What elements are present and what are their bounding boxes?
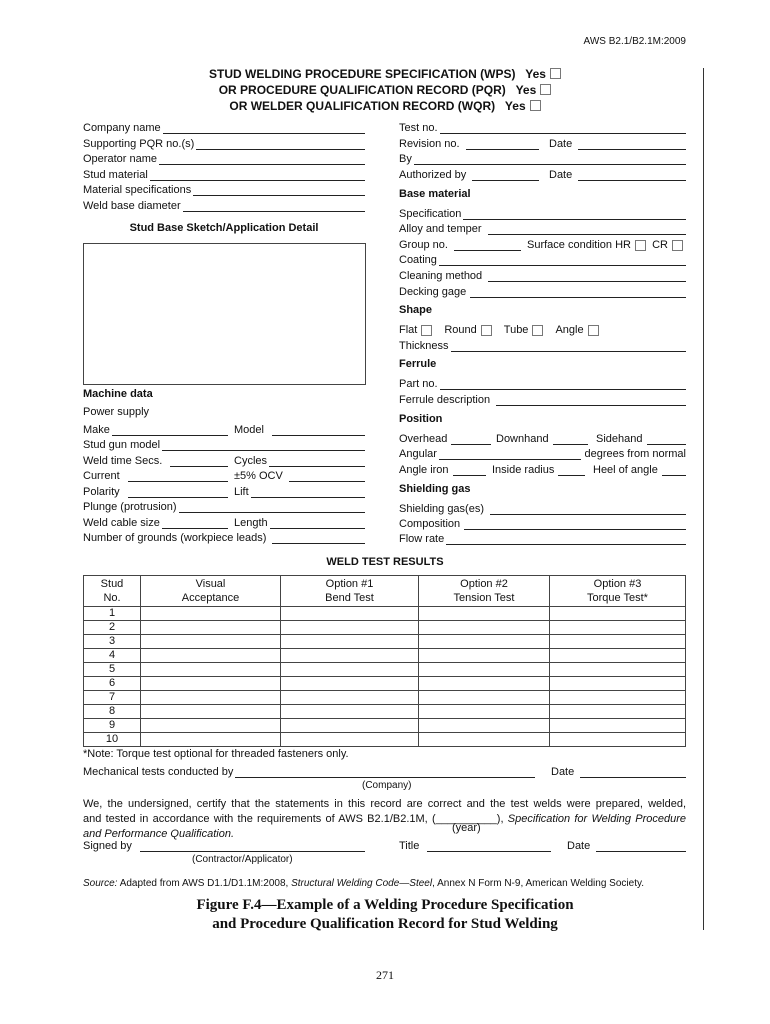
- pqr-field[interactable]: Supporting PQR no.(s): [83, 136, 365, 150]
- composition-field[interactable]: Composition: [399, 516, 686, 530]
- result-cell[interactable]: [141, 621, 281, 635]
- specification-field[interactable]: Specification: [399, 206, 686, 220]
- table-row: [84, 607, 686, 621]
- result-cell[interactable]: [281, 705, 419, 719]
- grounds-field[interactable]: Number of grounds (workpiece leads): [83, 530, 365, 544]
- overhead-field[interactable]: Overhead: [399, 433, 491, 445]
- stud-number-cell: 5: [84, 663, 141, 677]
- title-field[interactable]: Title: [399, 840, 551, 852]
- result-cell[interactable]: [550, 733, 686, 747]
- weld-test-results-table: [83, 575, 686, 747]
- result-cell[interactable]: [281, 635, 419, 649]
- ferrule-heading: Ferrule: [399, 358, 437, 370]
- result-cell[interactable]: [550, 691, 686, 705]
- stud-number-cell: 3: [84, 635, 141, 649]
- result-cell[interactable]: [419, 733, 550, 747]
- result-cell[interactable]: [141, 691, 281, 705]
- power-supply-label: Power supply: [83, 406, 150, 418]
- result-cell[interactable]: [141, 649, 281, 663]
- shielding-heading: Shielding gas: [399, 483, 471, 495]
- result-cell[interactable]: [281, 663, 419, 677]
- mech-row: [83, 764, 686, 778]
- heel-field[interactable]: Heel of angle: [593, 464, 686, 476]
- make-model-row: [83, 422, 365, 436]
- plunge-field[interactable]: Plunge (protrusion): [83, 499, 365, 513]
- result-cell[interactable]: [550, 719, 686, 733]
- shape-options: Flat Round Tube Angle: [399, 322, 686, 336]
- result-cell[interactable]: [419, 719, 550, 733]
- flat-checkbox[interactable]: [421, 325, 432, 336]
- title-wps: STUD WELDING PROCEDURE SPECIFICATION (WPS) Yes: [0, 67, 770, 81]
- signed-field[interactable]: Signed by: [83, 840, 365, 852]
- result-cell[interactable]: [550, 663, 686, 677]
- flow-rate-field[interactable]: Flow rate: [399, 531, 686, 545]
- angle-iron-field[interactable]: Angle iron: [399, 464, 486, 476]
- table-row: [84, 621, 686, 635]
- base-material-heading: Base material: [399, 188, 471, 200]
- result-cell[interactable]: [281, 733, 419, 747]
- table-row: [84, 705, 686, 719]
- coating-field[interactable]: Coating: [399, 252, 686, 266]
- ferrule-desc-field[interactable]: Ferrule description: [399, 392, 686, 406]
- result-cell[interactable]: [281, 677, 419, 691]
- col-torque: Option #3 Torque Test*: [550, 576, 686, 607]
- hr-checkbox[interactable]: [635, 240, 646, 251]
- table-row: [84, 691, 686, 705]
- alloy-field[interactable]: Alloy and temper: [399, 221, 686, 235]
- certification-text: We, the undersigned, certify that the statements in this record are correct and the test welds were prepared, welded, and tested in accordance with the requirements of AWS B2.1/B2.1M, (__________), Specification for Welding Procedure and Performance Qualification.: [83, 798, 686, 840]
- hr-label: HR: [615, 239, 631, 251]
- stud-number-cell: 8: [84, 705, 141, 719]
- authorized-field[interactable]: Authorized by: [399, 169, 539, 181]
- position-heading: Position: [399, 413, 443, 425]
- stud-number-cell: 6: [84, 677, 141, 691]
- col-bend: Option #1 Bend Test: [281, 576, 419, 607]
- torque-note: *Note: Torque test optional for threaded fasteners only.: [83, 748, 349, 760]
- margin-rule: [703, 68, 704, 930]
- make-field[interactable]: Make: [83, 424, 228, 436]
- mech-date-field[interactable]: Date: [551, 766, 686, 778]
- cable-length-row: [83, 515, 365, 529]
- revision-date-field[interactable]: Date: [549, 138, 686, 150]
- result-cell[interactable]: [281, 719, 419, 733]
- company-field[interactable]: Company name: [83, 120, 365, 134]
- cr-checkbox[interactable]: [672, 240, 683, 251]
- revision-field[interactable]: Revision no.: [399, 138, 539, 150]
- result-cell[interactable]: [550, 649, 686, 663]
- stud-number-cell: 2: [84, 621, 141, 635]
- col-stud-no: Stud No.: [84, 576, 141, 607]
- decking-field[interactable]: Decking gage: [399, 284, 686, 298]
- angle-checkbox[interactable]: [588, 325, 599, 336]
- result-cell[interactable]: [419, 677, 550, 691]
- shape-heading: Shape: [399, 304, 433, 316]
- revision-row: [399, 136, 686, 150]
- material-spec-field[interactable]: Material specifications: [83, 182, 365, 196]
- result-cell[interactable]: [281, 691, 419, 705]
- signed-date-field[interactable]: Date: [567, 840, 686, 852]
- sketch-title: Stud Base Sketch/Application Detail: [129, 222, 319, 234]
- angular-field[interactable]: Angular degrees from normal: [399, 448, 686, 460]
- figure-caption-line2: and Procedure Qualification Record for Stud Welding: [212, 916, 558, 932]
- weld-time-field[interactable]: Weld time Secs.: [83, 455, 228, 467]
- inside-radius-field[interactable]: Inside radius: [492, 464, 585, 476]
- result-cell[interactable]: [419, 663, 550, 677]
- sketch-box[interactable]: [83, 243, 366, 385]
- mech-tests-field[interactable]: Mechanical tests conducted by: [83, 766, 535, 778]
- page-number: 271: [376, 968, 394, 982]
- source-note: Source: Adapted from AWS D1.1/D1.1M:2008, Structural Welding Code—Steel, Annex N Form N-9, American Welding Society.: [83, 878, 645, 889]
- machine-heading: Machine data: [83, 388, 153, 400]
- cr-label: CR: [652, 239, 668, 251]
- length-field[interactable]: Length: [234, 517, 365, 529]
- standard-header: AWS B2.1/B2.1M:2009: [583, 36, 686, 47]
- col-tension: Option #2 Tension Test: [419, 576, 550, 607]
- result-cell[interactable]: [550, 621, 686, 635]
- result-cell[interactable]: [419, 705, 550, 719]
- title-wqr: OR WELDER QUALIFICATION RECORD (WQR) Yes: [0, 99, 770, 113]
- result-cell[interactable]: [141, 733, 281, 747]
- angle-iron-row: [399, 462, 686, 476]
- company-hint: (Company): [362, 780, 412, 791]
- by-field[interactable]: By: [399, 151, 686, 165]
- col-visual: Visual Acceptance: [141, 576, 281, 607]
- group-surface-row: [399, 237, 686, 251]
- downhand-field[interactable]: Downhand: [496, 433, 588, 445]
- stud-number-cell: 9: [84, 719, 141, 733]
- stud-number-cell: 1: [84, 607, 141, 621]
- result-cell[interactable]: [281, 607, 419, 621]
- wps-checkbox[interactable]: [550, 68, 561, 79]
- thickness-field[interactable]: Thickness: [399, 338, 686, 352]
- result-cell[interactable]: [281, 649, 419, 663]
- table-row: [84, 663, 686, 677]
- stud-number-cell: 4: [84, 649, 141, 663]
- authorized-date-field[interactable]: Date: [549, 169, 686, 181]
- result-cell[interactable]: [419, 649, 550, 663]
- figure-caption-line1: Figure F.4—Example of a Welding Procedure Specification: [196, 897, 574, 913]
- table-row: [84, 719, 686, 733]
- gases-field[interactable]: Shielding gas(es): [399, 501, 686, 515]
- cable-field[interactable]: Weld cable size: [83, 517, 228, 529]
- result-cell[interactable]: [550, 607, 686, 621]
- current-ocv-row: [83, 468, 365, 482]
- result-cell[interactable]: [141, 607, 281, 621]
- result-cell[interactable]: [419, 621, 550, 635]
- stud-number-cell: 7: [84, 691, 141, 705]
- results-title: WELD TEST RESULTS: [326, 556, 444, 568]
- table-header: [84, 576, 686, 607]
- signed-row: [83, 838, 686, 852]
- part-no-field[interactable]: Part no.: [399, 376, 686, 390]
- position-row: [399, 431, 686, 445]
- polarity-lift-row: [83, 484, 365, 498]
- result-cell[interactable]: [141, 705, 281, 719]
- tube-checkbox[interactable]: [532, 325, 543, 336]
- stud-material-field[interactable]: Stud material: [83, 167, 365, 181]
- contractor-hint: (Contractor/Applicator): [192, 854, 293, 865]
- stud-number-cell: 10: [84, 733, 141, 747]
- current-field[interactable]: Current: [83, 470, 228, 482]
- result-cell[interactable]: [419, 635, 550, 649]
- operator-field[interactable]: Operator name: [83, 151, 365, 165]
- pqr-checkbox[interactable]: [540, 84, 551, 95]
- table-row: [84, 649, 686, 663]
- result-cell[interactable]: [281, 621, 419, 635]
- year-hint: (year): [452, 822, 481, 834]
- result-cell[interactable]: [550, 677, 686, 691]
- result-cell[interactable]: [141, 677, 281, 691]
- time-cycles-row: [83, 453, 365, 467]
- title-pqr: OR PROCEDURE QUALIFICATION RECORD (PQR) Yes: [0, 83, 770, 97]
- result-cell[interactable]: [141, 663, 281, 677]
- ocv-field[interactable]: ±5% OCV: [234, 470, 365, 482]
- cleaning-field[interactable]: Cleaning method: [399, 268, 686, 282]
- sidehand-field[interactable]: Sidehand: [596, 433, 686, 445]
- result-cell[interactable]: [550, 635, 686, 649]
- table-row: [84, 733, 686, 747]
- result-cell[interactable]: [419, 607, 550, 621]
- result-cell[interactable]: [419, 691, 550, 705]
- result-cell[interactable]: [141, 635, 281, 649]
- lift-field[interactable]: Lift: [234, 486, 365, 498]
- weld-base-field[interactable]: Weld base diameter: [83, 198, 365, 212]
- group-field[interactable]: Group no.: [399, 239, 521, 251]
- test-no-field[interactable]: Test no.: [399, 120, 686, 134]
- table-row: [84, 635, 686, 649]
- authorized-row: [399, 167, 686, 181]
- round-checkbox[interactable]: [481, 325, 492, 336]
- surface-label: Surface condition: [527, 239, 612, 251]
- polarity-field[interactable]: Polarity: [83, 486, 228, 498]
- cycles-field[interactable]: Cycles: [234, 455, 365, 467]
- result-cell[interactable]: [550, 705, 686, 719]
- result-cell[interactable]: [141, 719, 281, 733]
- wqr-checkbox[interactable]: [530, 100, 541, 111]
- gun-field[interactable]: Stud gun model: [83, 437, 365, 451]
- model-field[interactable]: Model: [234, 424, 365, 436]
- table-row: [84, 677, 686, 691]
